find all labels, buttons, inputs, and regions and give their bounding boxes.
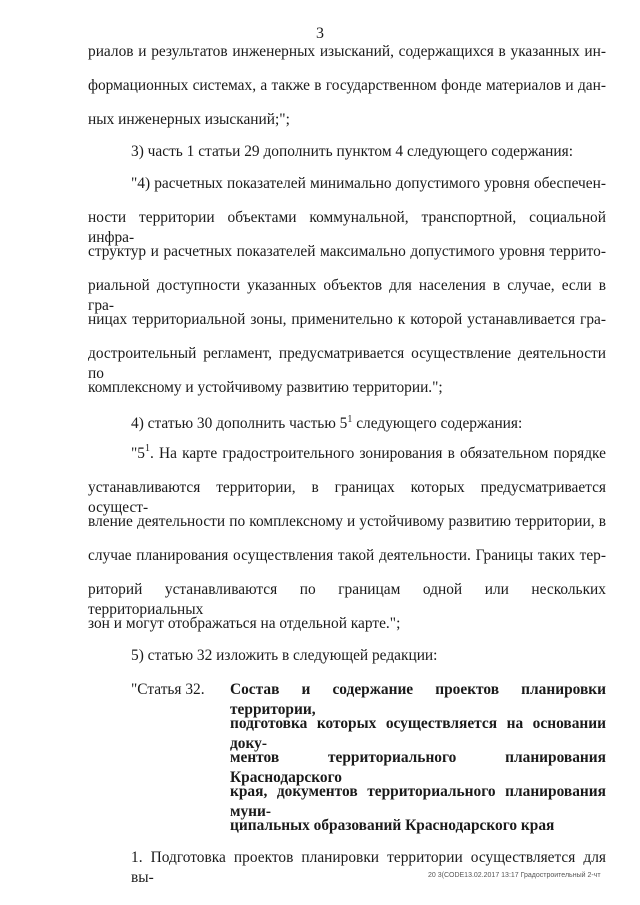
text-line: риальной доступности указанных объектов для населения в случае, если в гра- [88, 277, 606, 314]
text-line: ных инженерных изысканий;"; [88, 111, 290, 128]
text-line: устанавливаются территории, в границах которых предусматривается осущест- [88, 479, 606, 516]
article-title-line: подготовка которых осуществляется на основании доку- [230, 715, 606, 752]
superscript: 1 [144, 443, 150, 454]
text-fragment: . На карте градостроительного зонирования в обязательном порядке [149, 445, 606, 462]
article-label: "Статья 32. [131, 681, 205, 698]
text-line: вление деятельности по комплексному и устойчивому развитию территории, в [88, 513, 606, 530]
text-fragment: следующего содержания: [352, 415, 523, 433]
text-line: комплексному и устойчивому развитию территории."; [88, 379, 443, 396]
text-fragment: "5 [131, 445, 145, 462]
article-title-line: Состав и содержание проектов планировки территории, [230, 681, 606, 718]
superscript: 1 [347, 414, 353, 425]
text-line: структур и расчетных показателей максимально допустимого уровня террито- [88, 243, 606, 260]
text-line: ницах территориальной зоны, применительно к которой устанавливается гра- [88, 311, 606, 328]
text-line: 5) статью 32 изложить в следующей редакции: [131, 647, 438, 664]
footer-stamp: 20 3(CODE13.02.2017 13:17 Градостроительный 2-чт [428, 872, 601, 879]
text-line: риалов и результатов инженерных изысканий, содержащихся в указанных ин- [88, 43, 606, 60]
text-line: формационных системах, а также в государственном фонде материалов и дан- [88, 77, 606, 94]
article-title-line: ципальных образований Краснодарского края [230, 817, 555, 834]
text-line: 1. Подготовка проектов планировки территории осуществляется для вы- [131, 849, 606, 886]
text-line [131, 444, 606, 464]
text-line: случае планирования осуществления такой деятельности. Границы таких тер- [88, 547, 606, 564]
article-title-line: ментов территориального планирования Краснодарского [230, 749, 606, 786]
page-number: 3 [316, 25, 324, 42]
text-line: "4) расчетных показателей минимально допустимого уровня обеспечен- [131, 175, 606, 192]
text-fragment: 4) статью 30 дополнить частью 5 [131, 415, 348, 433]
text-line [131, 410, 522, 434]
text-line: зон и могут отображаться на отдельной карте."; [88, 615, 401, 632]
text-line: ности территории объектами коммунальной, транспортной, социальной инфра- [88, 209, 606, 246]
text-line: достроительный регламент, предусматривается осуществление деятельности по [88, 345, 606, 382]
text-line: риторий устанавливаются по границам одной или нескольких территориальных [88, 581, 606, 618]
article-title-line: края, документов территориального планирования муни- [230, 783, 606, 820]
text-line: 3) часть 1 статьи 29 дополнить пунктом 4 следующего содержания: [131, 143, 573, 160]
